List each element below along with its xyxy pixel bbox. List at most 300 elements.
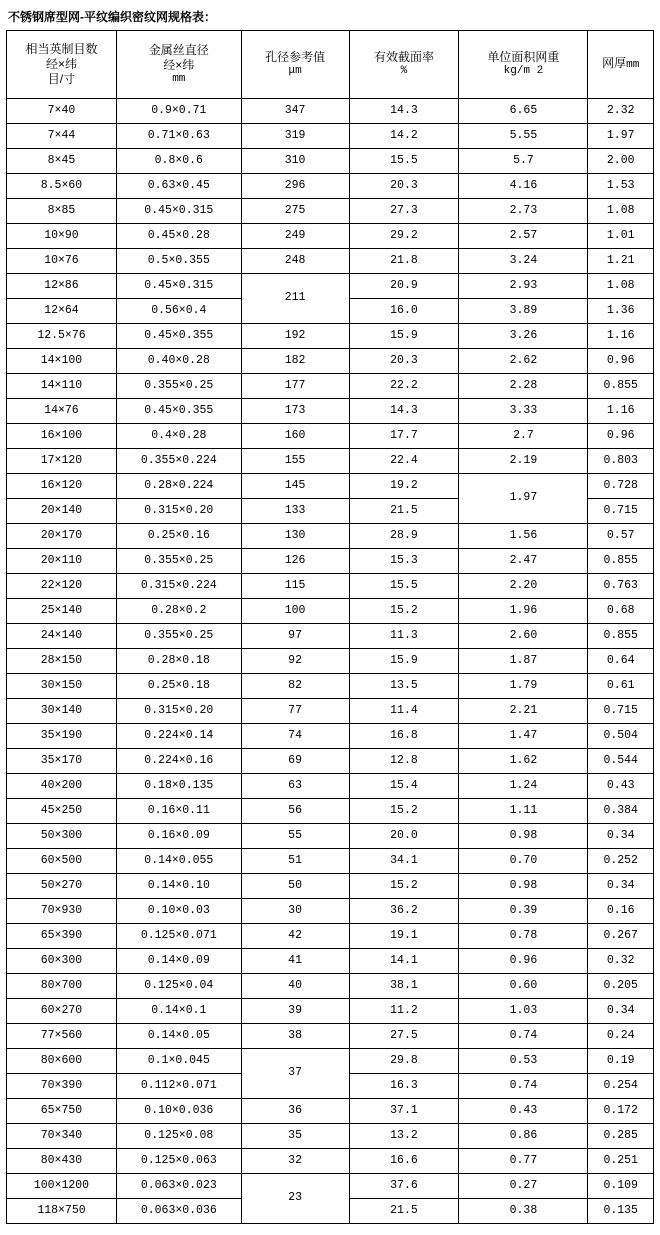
header-row xyxy=(7,31,654,99)
cell-unit-weight: 2.28 xyxy=(459,374,588,399)
cell-aperture: 35 xyxy=(241,1124,349,1149)
cell-mesh-count: 100×1200 xyxy=(7,1174,117,1199)
cell-mesh-count: 30×140 xyxy=(7,699,117,724)
cell-wire-diameter: 0.1×0.045 xyxy=(116,1049,241,1074)
cell-aperture: 155 xyxy=(241,449,349,474)
cell-open-area: 27.5 xyxy=(349,1024,459,1049)
header-unit: % xyxy=(400,65,408,78)
cell-unit-weight: 2.60 xyxy=(459,624,588,649)
table-row xyxy=(7,874,654,899)
cell-wire-diameter: 0.10×0.03 xyxy=(116,899,241,924)
cell-aperture: 126 xyxy=(241,549,349,574)
cell-unit-weight: 2.19 xyxy=(459,449,588,474)
cell-mesh-count: 14×76 xyxy=(7,399,117,424)
cell-open-area: 19.2 xyxy=(349,474,459,499)
cell-aperture: 37 xyxy=(241,1049,349,1099)
table-row xyxy=(7,949,654,974)
cell-wire-diameter: 0.125×0.08 xyxy=(116,1124,241,1149)
cell-wire-diameter: 0.125×0.063 xyxy=(116,1149,241,1174)
cell-mesh-count: 65×750 xyxy=(7,1099,117,1124)
cell-aperture: 40 xyxy=(241,974,349,999)
table-row xyxy=(7,1124,654,1149)
cell-unit-weight: 6.65 xyxy=(459,99,588,124)
cell-open-area: 28.9 xyxy=(349,524,459,549)
cell-wire-diameter: 0.14×0.05 xyxy=(116,1024,241,1049)
cell-wire-diameter: 0.063×0.036 xyxy=(116,1199,241,1224)
cell-open-area: 15.2 xyxy=(349,599,459,624)
cell-wire-diameter: 0.125×0.071 xyxy=(116,924,241,949)
cell-unit-weight: 2.57 xyxy=(459,224,588,249)
cell-open-area: 16.8 xyxy=(349,724,459,749)
cell-open-area: 13.2 xyxy=(349,1124,459,1149)
cell-aperture: 160 xyxy=(241,424,349,449)
cell-mesh-count: 70×390 xyxy=(7,1074,117,1099)
cell-aperture: 38 xyxy=(241,1024,349,1049)
cell-wire-diameter: 0.063×0.023 xyxy=(116,1174,241,1199)
cell-unit-weight: 0.74 xyxy=(459,1074,588,1099)
cell-mesh-count: 24×140 xyxy=(7,624,117,649)
cell-aperture: 74 xyxy=(241,724,349,749)
cell-thickness: 0.109 xyxy=(588,1174,654,1199)
cell-mesh-count: 14×100 xyxy=(7,349,117,374)
cell-open-area: 22.2 xyxy=(349,374,459,399)
cell-wire-diameter: 0.28×0.2 xyxy=(116,599,241,624)
table-row xyxy=(7,974,654,999)
table-row xyxy=(7,824,654,849)
cell-mesh-count: 80×600 xyxy=(7,1049,117,1074)
cell-aperture: 39 xyxy=(241,999,349,1024)
cell-aperture: 63 xyxy=(241,774,349,799)
cell-mesh-count: 14×110 xyxy=(7,374,117,399)
cell-wire-diameter: 0.45×0.355 xyxy=(116,399,241,424)
cell-unit-weight: 0.60 xyxy=(459,974,588,999)
cell-wire-diameter: 0.14×0.10 xyxy=(116,874,241,899)
cell-open-area: 11.3 xyxy=(349,624,459,649)
header-line: 相当英制目数 xyxy=(25,42,98,56)
table-row xyxy=(7,549,654,574)
cell-wire-diameter: 0.8×0.6 xyxy=(116,149,241,174)
cell-thickness: 1.36 xyxy=(588,299,654,324)
cell-open-area: 36.2 xyxy=(349,899,459,924)
cell-mesh-count: 60×300 xyxy=(7,949,117,974)
table-row xyxy=(7,474,654,499)
cell-unit-weight: 2.62 xyxy=(459,349,588,374)
cell-open-area: 38.1 xyxy=(349,974,459,999)
cell-thickness: 1.16 xyxy=(588,324,654,349)
cell-unit-weight: 5.55 xyxy=(459,124,588,149)
cell-unit-weight: 3.33 xyxy=(459,399,588,424)
cell-aperture: 173 xyxy=(241,399,349,424)
table-row xyxy=(7,324,654,349)
column-header-unit-weight xyxy=(459,31,588,99)
cell-mesh-count: 70×340 xyxy=(7,1124,117,1149)
header-unit: mm xyxy=(172,72,186,85)
table-row xyxy=(7,724,654,749)
cell-wire-diameter: 0.224×0.16 xyxy=(116,749,241,774)
cell-open-area: 27.3 xyxy=(349,199,459,224)
cell-aperture: 97 xyxy=(241,624,349,649)
cell-mesh-count: 16×100 xyxy=(7,424,117,449)
table-row xyxy=(7,1099,654,1124)
table-body xyxy=(7,99,654,1224)
cell-aperture: 115 xyxy=(241,574,349,599)
cell-unit-weight: 2.93 xyxy=(459,274,588,299)
cell-thickness: 1.16 xyxy=(588,399,654,424)
cell-unit-weight: 0.74 xyxy=(459,1024,588,1049)
cell-unit-weight: 0.98 xyxy=(459,874,588,899)
cell-mesh-count: 50×300 xyxy=(7,824,117,849)
cell-aperture: 310 xyxy=(241,149,349,174)
cell-wire-diameter: 0.10×0.036 xyxy=(116,1099,241,1124)
cell-wire-diameter: 0.71×0.63 xyxy=(116,124,241,149)
cell-open-area: 15.3 xyxy=(349,549,459,574)
table-row xyxy=(7,349,654,374)
cell-aperture: 211 xyxy=(241,274,349,324)
header-line: 经×纬 xyxy=(163,57,195,72)
header-line: 经×纬 xyxy=(45,57,77,71)
cell-unit-weight: 0.43 xyxy=(459,1099,588,1124)
cell-thickness: 1.53 xyxy=(588,174,654,199)
cell-mesh-count: 45×250 xyxy=(7,799,117,824)
header-unit: μm xyxy=(288,65,302,78)
table-row xyxy=(7,149,654,174)
cell-mesh-count: 8.5×60 xyxy=(7,174,117,199)
cell-wire-diameter: 0.112×0.071 xyxy=(116,1074,241,1099)
cell-thickness: 0.57 xyxy=(588,524,654,549)
table-row xyxy=(7,774,654,799)
cell-mesh-count: 7×44 xyxy=(7,124,117,149)
cell-thickness: 0.728 xyxy=(588,474,654,499)
cell-aperture: 347 xyxy=(241,99,349,124)
cell-thickness: 0.96 xyxy=(588,349,654,374)
cell-open-area: 20.9 xyxy=(349,274,459,299)
cell-open-area: 15.9 xyxy=(349,649,459,674)
cell-unit-weight: 1.97 xyxy=(459,474,588,524)
cell-open-area: 21.5 xyxy=(349,1199,459,1224)
cell-mesh-count: 10×90 xyxy=(7,224,117,249)
cell-open-area: 37.6 xyxy=(349,1174,459,1199)
header-line: 孔径参考值 xyxy=(265,50,326,65)
column-header-thickness xyxy=(588,31,654,99)
cell-thickness: 0.763 xyxy=(588,574,654,599)
cell-wire-diameter: 0.315×0.20 xyxy=(116,699,241,724)
cell-open-area: 16.0 xyxy=(349,299,459,324)
cell-unit-weight: 3.26 xyxy=(459,324,588,349)
spec-table xyxy=(6,30,654,1224)
table-row xyxy=(7,624,654,649)
table-row xyxy=(7,799,654,824)
cell-mesh-count: 80×430 xyxy=(7,1149,117,1174)
cell-aperture: 69 xyxy=(241,749,349,774)
cell-aperture: 145 xyxy=(241,474,349,499)
cell-thickness: 0.267 xyxy=(588,924,654,949)
cell-thickness: 0.32 xyxy=(588,949,654,974)
cell-unit-weight: 0.86 xyxy=(459,1124,588,1149)
cell-aperture: 249 xyxy=(241,224,349,249)
cell-wire-diameter: 0.5×0.355 xyxy=(116,249,241,274)
cell-unit-weight: 1.24 xyxy=(459,774,588,799)
cell-mesh-count: 30×150 xyxy=(7,674,117,699)
cell-mesh-count: 10×76 xyxy=(7,249,117,274)
cell-wire-diameter: 0.14×0.055 xyxy=(116,849,241,874)
table-row xyxy=(7,449,654,474)
cell-thickness: 0.715 xyxy=(588,499,654,524)
cell-unit-weight: 1.87 xyxy=(459,649,588,674)
cell-wire-diameter: 0.25×0.18 xyxy=(116,674,241,699)
header-line: 有效截面率 xyxy=(373,50,434,65)
cell-aperture: 133 xyxy=(241,499,349,524)
cell-mesh-count: 40×200 xyxy=(7,774,117,799)
cell-wire-diameter: 0.28×0.18 xyxy=(116,649,241,674)
cell-wire-diameter: 0.4×0.28 xyxy=(116,424,241,449)
cell-wire-diameter: 0.45×0.315 xyxy=(116,274,241,299)
cell-open-area: 15.2 xyxy=(349,799,459,824)
table-row xyxy=(7,124,654,149)
cell-open-area: 12.8 xyxy=(349,749,459,774)
cell-wire-diameter: 0.355×0.25 xyxy=(116,549,241,574)
cell-mesh-count: 22×120 xyxy=(7,574,117,599)
cell-open-area: 14.1 xyxy=(349,949,459,974)
header-line: 网厚 xyxy=(602,56,627,71)
cell-thickness: 0.803 xyxy=(588,449,654,474)
cell-thickness: 0.205 xyxy=(588,974,654,999)
cell-thickness: 0.251 xyxy=(588,1149,654,1174)
cell-thickness: 1.08 xyxy=(588,274,654,299)
cell-open-area: 20.3 xyxy=(349,174,459,199)
cell-aperture: 82 xyxy=(241,674,349,699)
cell-unit-weight: 0.70 xyxy=(459,849,588,874)
column-header-mesh-count xyxy=(7,31,117,99)
cell-unit-weight: 1.03 xyxy=(459,999,588,1024)
table-row xyxy=(7,524,654,549)
cell-aperture: 23 xyxy=(241,1174,349,1224)
cell-open-area: 14.3 xyxy=(349,399,459,424)
cell-thickness: 1.01 xyxy=(588,224,654,249)
cell-wire-diameter: 0.9×0.71 xyxy=(116,99,241,124)
cell-aperture: 51 xyxy=(241,849,349,874)
cell-open-area: 16.6 xyxy=(349,1149,459,1174)
cell-aperture: 30 xyxy=(241,899,349,924)
cell-mesh-count: 60×500 xyxy=(7,849,117,874)
cell-mesh-count: 28×150 xyxy=(7,649,117,674)
cell-unit-weight: 3.24 xyxy=(459,249,588,274)
cell-wire-diameter: 0.45×0.315 xyxy=(116,199,241,224)
cell-wire-diameter: 0.355×0.25 xyxy=(116,624,241,649)
cell-open-area: 20.0 xyxy=(349,824,459,849)
table-row xyxy=(7,574,654,599)
cell-aperture: 192 xyxy=(241,324,349,349)
cell-aperture: 275 xyxy=(241,199,349,224)
cell-open-area: 21.8 xyxy=(349,249,459,274)
cell-thickness: 0.715 xyxy=(588,699,654,724)
cell-aperture: 56 xyxy=(241,799,349,824)
cell-wire-diameter: 0.315×0.20 xyxy=(116,499,241,524)
table-row xyxy=(7,999,654,1024)
cell-wire-diameter: 0.14×0.1 xyxy=(116,999,241,1024)
cell-open-area: 16.3 xyxy=(349,1074,459,1099)
cell-open-area: 37.1 xyxy=(349,1099,459,1124)
cell-wire-diameter: 0.355×0.224 xyxy=(116,449,241,474)
table-row xyxy=(7,674,654,699)
cell-mesh-count: 118×750 xyxy=(7,1199,117,1224)
cell-unit-weight: 5.7 xyxy=(459,149,588,174)
cell-wire-diameter: 0.14×0.09 xyxy=(116,949,241,974)
cell-aperture: 32 xyxy=(241,1149,349,1174)
cell-mesh-count: 25×140 xyxy=(7,599,117,624)
cell-thickness: 0.544 xyxy=(588,749,654,774)
cell-unit-weight: 0.78 xyxy=(459,924,588,949)
cell-open-area: 34.1 xyxy=(349,849,459,874)
cell-thickness: 0.384 xyxy=(588,799,654,824)
cell-mesh-count: 80×700 xyxy=(7,974,117,999)
cell-mesh-count: 20×170 xyxy=(7,524,117,549)
cell-wire-diameter: 0.16×0.11 xyxy=(116,799,241,824)
cell-mesh-count: 12×86 xyxy=(7,274,117,299)
cell-unit-weight: 1.56 xyxy=(459,524,588,549)
table-row xyxy=(7,699,654,724)
cell-mesh-count: 12.5×76 xyxy=(7,324,117,349)
cell-thickness: 1.08 xyxy=(588,199,654,224)
cell-aperture: 92 xyxy=(241,649,349,674)
table-row xyxy=(7,1149,654,1174)
cell-mesh-count: 50×270 xyxy=(7,874,117,899)
header-line: 单位面积网重 xyxy=(487,50,560,65)
cell-aperture: 130 xyxy=(241,524,349,549)
cell-wire-diameter: 0.28×0.224 xyxy=(116,474,241,499)
cell-open-area: 15.5 xyxy=(349,149,459,174)
header-unit: kg/m 2 xyxy=(503,65,544,78)
cell-thickness: 0.504 xyxy=(588,724,654,749)
cell-thickness: 1.97 xyxy=(588,124,654,149)
cell-mesh-count: 60×270 xyxy=(7,999,117,1024)
cell-aperture: 41 xyxy=(241,949,349,974)
cell-unit-weight: 0.27 xyxy=(459,1174,588,1199)
table-row xyxy=(7,599,654,624)
cell-unit-weight: 0.38 xyxy=(459,1199,588,1224)
cell-mesh-count: 35×190 xyxy=(7,724,117,749)
table-row xyxy=(7,199,654,224)
table-row xyxy=(7,224,654,249)
cell-unit-weight: 2.47 xyxy=(459,549,588,574)
column-header-wire-diameter xyxy=(116,31,241,99)
cell-thickness: 1.21 xyxy=(588,249,654,274)
table-row xyxy=(7,174,654,199)
cell-wire-diameter: 0.355×0.25 xyxy=(116,374,241,399)
cell-wire-diameter: 0.25×0.16 xyxy=(116,524,241,549)
cell-open-area: 15.2 xyxy=(349,874,459,899)
cell-unit-weight: 1.62 xyxy=(459,749,588,774)
table-row xyxy=(7,749,654,774)
table-row xyxy=(7,1024,654,1049)
cell-mesh-count: 77×560 xyxy=(7,1024,117,1049)
cell-aperture: 100 xyxy=(241,599,349,624)
cell-mesh-count: 65×390 xyxy=(7,924,117,949)
header-unit: mm xyxy=(626,59,640,72)
cell-mesh-count: 8×85 xyxy=(7,199,117,224)
cell-unit-weight: 1.47 xyxy=(459,724,588,749)
cell-wire-diameter: 0.45×0.355 xyxy=(116,324,241,349)
cell-open-area: 14.2 xyxy=(349,124,459,149)
cell-aperture: 248 xyxy=(241,249,349,274)
cell-open-area: 17.7 xyxy=(349,424,459,449)
cell-unit-weight: 2.20 xyxy=(459,574,588,599)
cell-thickness: 0.61 xyxy=(588,674,654,699)
cell-open-area: 11.4 xyxy=(349,699,459,724)
cell-thickness: 0.24 xyxy=(588,1024,654,1049)
cell-wire-diameter: 0.56×0.4 xyxy=(116,299,241,324)
table-row xyxy=(7,649,654,674)
cell-unit-weight: 1.11 xyxy=(459,799,588,824)
cell-wire-diameter: 0.16×0.09 xyxy=(116,824,241,849)
table-row xyxy=(7,374,654,399)
cell-thickness: 0.855 xyxy=(588,549,654,574)
cell-aperture: 55 xyxy=(241,824,349,849)
cell-unit-weight: 4.16 xyxy=(459,174,588,199)
cell-unit-weight: 3.89 xyxy=(459,299,588,324)
cell-unit-weight: 0.53 xyxy=(459,1049,588,1074)
cell-mesh-count: 16×120 xyxy=(7,474,117,499)
cell-open-area: 15.5 xyxy=(349,574,459,599)
cell-mesh-count: 8×45 xyxy=(7,149,117,174)
cell-open-area: 11.2 xyxy=(349,999,459,1024)
cell-open-area: 29.2 xyxy=(349,224,459,249)
cell-thickness: 2.00 xyxy=(588,149,654,174)
cell-wire-diameter: 0.125×0.04 xyxy=(116,974,241,999)
table-row xyxy=(7,924,654,949)
cell-thickness: 0.19 xyxy=(588,1049,654,1074)
cell-thickness: 0.34 xyxy=(588,999,654,1024)
cell-aperture: 50 xyxy=(241,874,349,899)
cell-unit-weight: 2.21 xyxy=(459,699,588,724)
cell-thickness: 0.43 xyxy=(588,774,654,799)
cell-thickness: 2.32 xyxy=(588,99,654,124)
cell-thickness: 0.34 xyxy=(588,824,654,849)
cell-wire-diameter: 0.40×0.28 xyxy=(116,349,241,374)
cell-aperture: 182 xyxy=(241,349,349,374)
cell-open-area: 14.3 xyxy=(349,99,459,124)
cell-wire-diameter: 0.63×0.45 xyxy=(116,174,241,199)
table-row xyxy=(7,1174,654,1199)
header-line: 目/寸 xyxy=(47,72,76,86)
table-header xyxy=(7,31,654,99)
cell-open-area: 15.9 xyxy=(349,324,459,349)
cell-unit-weight: 1.96 xyxy=(459,599,588,624)
cell-aperture: 296 xyxy=(241,174,349,199)
cell-open-area: 29.8 xyxy=(349,1049,459,1074)
cell-aperture: 36 xyxy=(241,1099,349,1124)
table-row xyxy=(7,249,654,274)
cell-thickness: 0.285 xyxy=(588,1124,654,1149)
cell-unit-weight: 1.79 xyxy=(459,674,588,699)
cell-open-area: 20.3 xyxy=(349,349,459,374)
cell-unit-weight: 0.77 xyxy=(459,1149,588,1174)
cell-thickness: 0.96 xyxy=(588,424,654,449)
cell-thickness: 0.135 xyxy=(588,1199,654,1224)
cell-thickness: 0.68 xyxy=(588,599,654,624)
table-row xyxy=(7,399,654,424)
cell-aperture: 42 xyxy=(241,924,349,949)
column-header-open-area xyxy=(349,31,459,99)
cell-mesh-count: 7×40 xyxy=(7,99,117,124)
cell-mesh-count: 12×64 xyxy=(7,299,117,324)
cell-thickness: 0.252 xyxy=(588,849,654,874)
table-row xyxy=(7,424,654,449)
cell-wire-diameter: 0.224×0.14 xyxy=(116,724,241,749)
column-header-aperture xyxy=(241,31,349,99)
cell-wire-diameter: 0.315×0.224 xyxy=(116,574,241,599)
cell-open-area: 21.5 xyxy=(349,499,459,524)
cell-open-area: 19.1 xyxy=(349,924,459,949)
